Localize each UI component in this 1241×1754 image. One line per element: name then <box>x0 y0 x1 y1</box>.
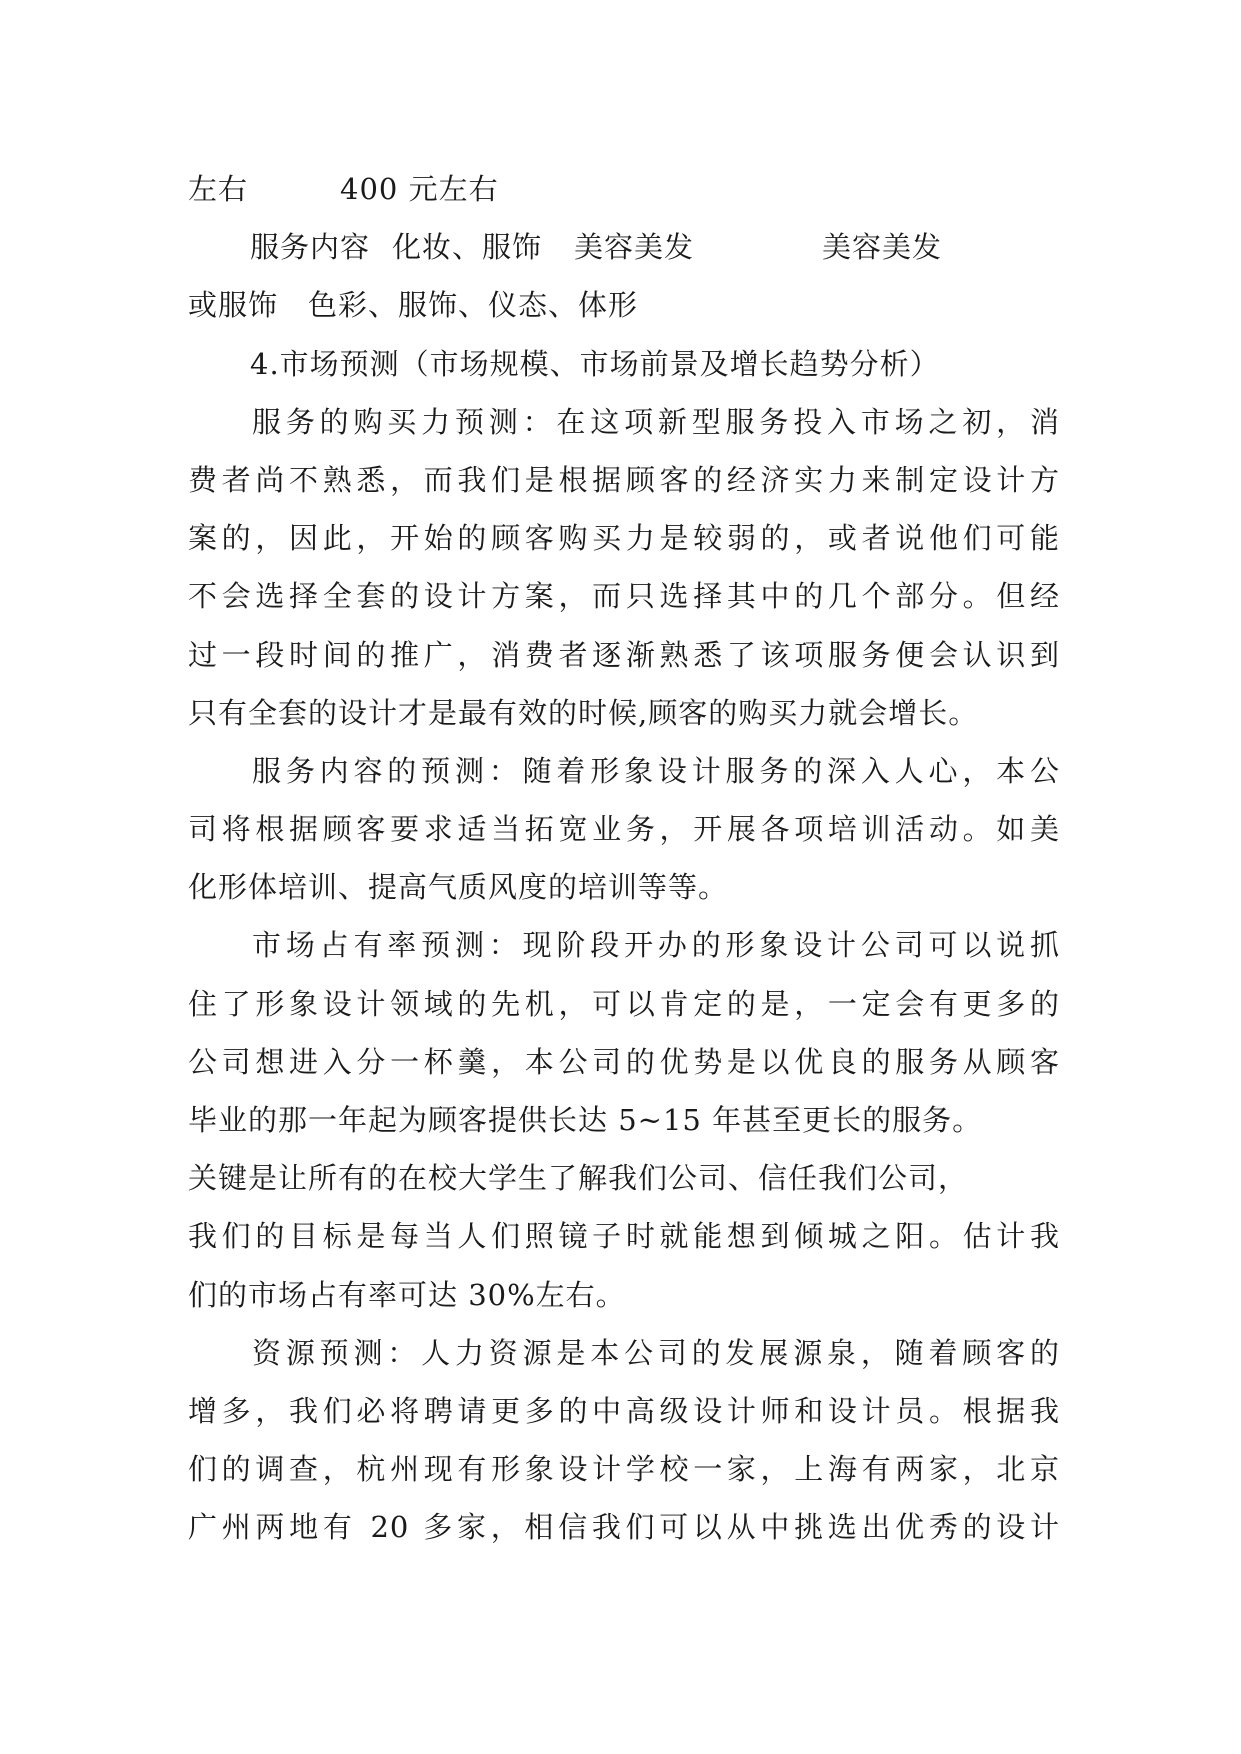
paragraph-line: 费者尚不熟悉，而我们是根据顾客的经济实力来制定设计方 <box>188 462 1060 497</box>
paragraph-line: 我们的目标是每当人们照镜子时就能想到倾城之阳。估计我 <box>188 1219 1060 1254</box>
service-c5: 色彩、服饰、仪态、体形 <box>308 288 639 323</box>
paragraph-line: 广州两地有 20 多家，相信我们可以从中挑选出优秀的设计 <box>188 1510 1060 1545</box>
paragraph-line: 不会选择全套的设计方案，而只选择其中的几个部分。但经 <box>188 579 1060 614</box>
paragraph-line: 们的市场占有率可达 30%左右。 <box>188 1277 626 1312</box>
table-row-price-tail <box>188 160 1060 218</box>
document-body <box>188 160 1060 1557</box>
paragraph-line: 只有全套的设计才是最有效的时候,顾客的购买力就会增长。 <box>188 695 979 730</box>
paragraph-line: 住了形象设计领域的先机，可以肯定的是，一定会有更多的 <box>188 986 1060 1021</box>
paragraph-line: 关键是让所有的在校大学生了解我们公司、信任我们公司， <box>188 1161 969 1196</box>
paragraph-line: 案的，因此，开始的顾客购买力是较弱的，或者说他们可能 <box>188 521 1060 556</box>
price-col1: 左右 <box>188 172 249 206</box>
table-row-service <box>188 218 1060 276</box>
service-c2: 美容美发 <box>574 230 695 265</box>
service-c1: 化妆、服饰 <box>392 230 543 265</box>
service-c4: 或服饰 <box>188 288 279 323</box>
paragraph-line: 过一段时间的推广，消费者逐渐熟悉了该项服务便会认识到 <box>188 637 1060 672</box>
paragraph-line: 公司想进入分一杯羹，本公司的优势是以优良的服务从顾客 <box>188 1044 1060 1079</box>
section-heading <box>188 335 1060 393</box>
table-row-service-cont <box>188 276 1060 334</box>
paragraph-line: 资源预测：人力资源是本公司的发展源泉，随着顾客的 <box>252 1335 1060 1370</box>
service-label: 服务内容 <box>250 230 371 265</box>
paragraph-line: 服务内容的预测：随着形象设计服务的深入人心，本公 <box>252 753 1060 788</box>
paragraph-line: 服务的购买力预测：在这项新型服务投入市场之初，消 <box>252 404 1060 439</box>
service-c3: 美容美发 <box>822 230 943 265</box>
price-col2: 400 元左右 <box>340 172 499 206</box>
paragraph-line: 们的调查，杭州现有形象设计学校一家，上海有两家，北京 <box>188 1452 1060 1487</box>
paragraph-line: 市场占有率预测：现阶段开办的形象设计公司可以说抓 <box>252 928 1060 963</box>
paragraph-line: 增多，我们必将聘请更多的中高级设计师和设计员。根据我 <box>188 1393 1060 1428</box>
paragraph-line: 化形体培训、提高气质风度的培训等等。 <box>188 870 729 905</box>
paragraph-line: 司将根据顾客要求适当拓宽业务，开展各项培训活动。如美 <box>188 812 1060 847</box>
paragraph-line: 毕业的那一年起为顾客提供长达 5~15 年甚至更长的服务。 <box>188 1103 983 1137</box>
section-heading-text: 4.市场预测（市场规模、市场前景及增长趋势分析） <box>250 346 940 381</box>
